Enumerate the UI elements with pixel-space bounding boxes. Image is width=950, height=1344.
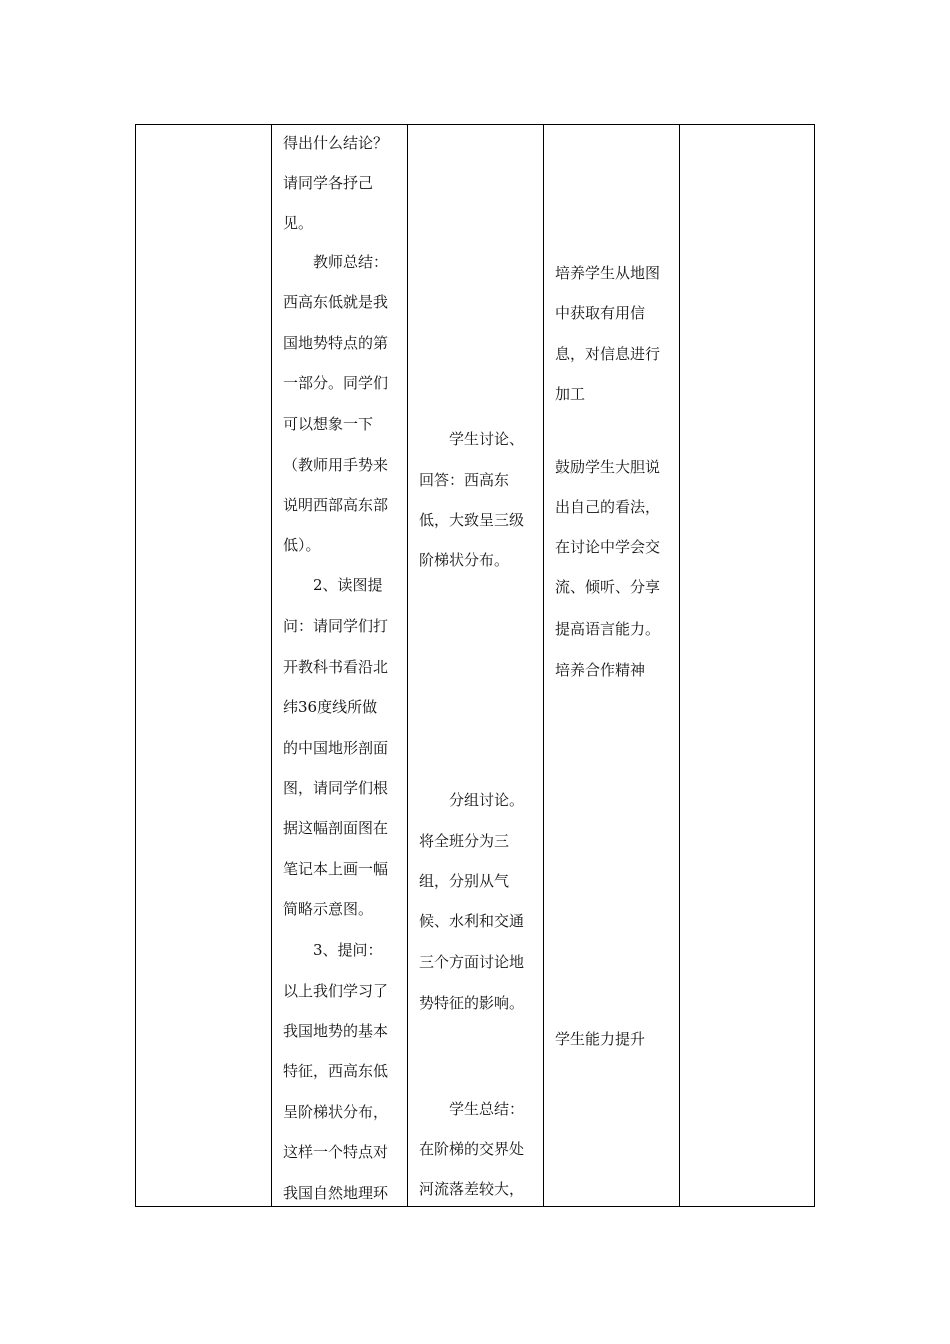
text-line: 出自己的看法， — [555, 498, 661, 516]
text-line: 低，大致呈三级 — [419, 511, 525, 529]
text-line: 得出什么结论？ — [283, 134, 389, 152]
column-divider — [407, 125, 408, 1206]
text-line: 提高语言能力。 — [555, 620, 661, 638]
text-line: 三个方面讨论地 — [419, 953, 525, 971]
lesson-plan-table — [135, 124, 815, 1207]
text-line: 培养学生从地图 — [555, 264, 661, 282]
text-line: （教师用手势来 — [283, 456, 389, 474]
text-line: 呈阶梯状分布， — [283, 1103, 389, 1121]
column-divider — [543, 125, 544, 1206]
text-line: 河流落差较大， — [419, 1180, 525, 1198]
text-line: 简略示意图。 — [283, 900, 374, 918]
text-line: 候、水利和交通 — [419, 912, 525, 930]
text-line: 加工 — [555, 385, 586, 403]
text-line: 笔记本上画一幅 — [283, 860, 389, 878]
text-line: 的中国地形剖面 — [283, 739, 389, 757]
text-line: 将全班分为三 — [419, 832, 510, 850]
text-line: 据这幅剖面图在 — [283, 819, 389, 837]
text-line: 在讨论中学会交 — [555, 538, 661, 556]
text-line: 势特征的影响。 — [419, 994, 525, 1012]
text-line: 阶梯状分布。 — [419, 551, 510, 569]
text-line: 纬36度线所做 — [283, 698, 378, 716]
text-line: 回答：西高东 — [419, 471, 510, 489]
text-line: 分组讨论。 — [419, 791, 525, 809]
text-line: 开教科书看沿北 — [283, 658, 389, 676]
text-line: 培养合作精神 — [555, 661, 646, 679]
text-line: 2、读图提 — [283, 576, 383, 594]
text-line: 一部分。同学们 — [283, 374, 389, 392]
text-line: 以上我们学习了 — [283, 982, 389, 1000]
text-line: 西高东低就是我 — [283, 293, 389, 311]
text-line: 问：请同学们打 — [283, 617, 389, 635]
cell-teacher-activity — [273, 125, 407, 1206]
text-line: 3、提问： — [283, 941, 383, 959]
text-line: 图，请同学们根 — [283, 779, 389, 797]
text-line: 教师总结： — [283, 253, 389, 271]
text-line: 学生讨论、 — [419, 430, 525, 448]
text-line: 中获取有用信 — [555, 304, 646, 322]
text-line: 组，分别从气 — [419, 872, 510, 890]
cell-stage — [136, 125, 271, 1206]
cell-design-intent — [545, 125, 679, 1206]
cell-notes — [681, 125, 814, 1206]
text-line: 我国地势的基本 — [283, 1022, 389, 1040]
text-line: 说明西部高东部 — [283, 496, 389, 514]
text-line: 可以想象一下 — [283, 415, 374, 433]
column-divider — [271, 125, 272, 1206]
text-line: 我国自然地理环 — [283, 1184, 389, 1202]
text-line: 学生能力提升 — [555, 1030, 646, 1048]
text-line: 这样一个特点对 — [283, 1143, 389, 1161]
text-line: 低）。 — [283, 536, 321, 554]
text-line: 息，对信息进行 — [555, 345, 661, 363]
text-line: 特征，西高东低 — [283, 1062, 389, 1080]
text-line: 在阶梯的交界处 — [419, 1140, 525, 1158]
text-line: 请同学各抒己 — [283, 174, 374, 192]
text-line: 见。 — [283, 214, 314, 232]
cell-student-activity — [409, 125, 543, 1206]
text-line: 国地势特点的第 — [283, 334, 389, 352]
text-line: 鼓励学生大胆说 — [555, 458, 661, 476]
text-line: 学生总结： — [419, 1100, 525, 1118]
column-divider — [679, 125, 680, 1206]
text-line: 流、倾听、分享 — [555, 578, 661, 596]
